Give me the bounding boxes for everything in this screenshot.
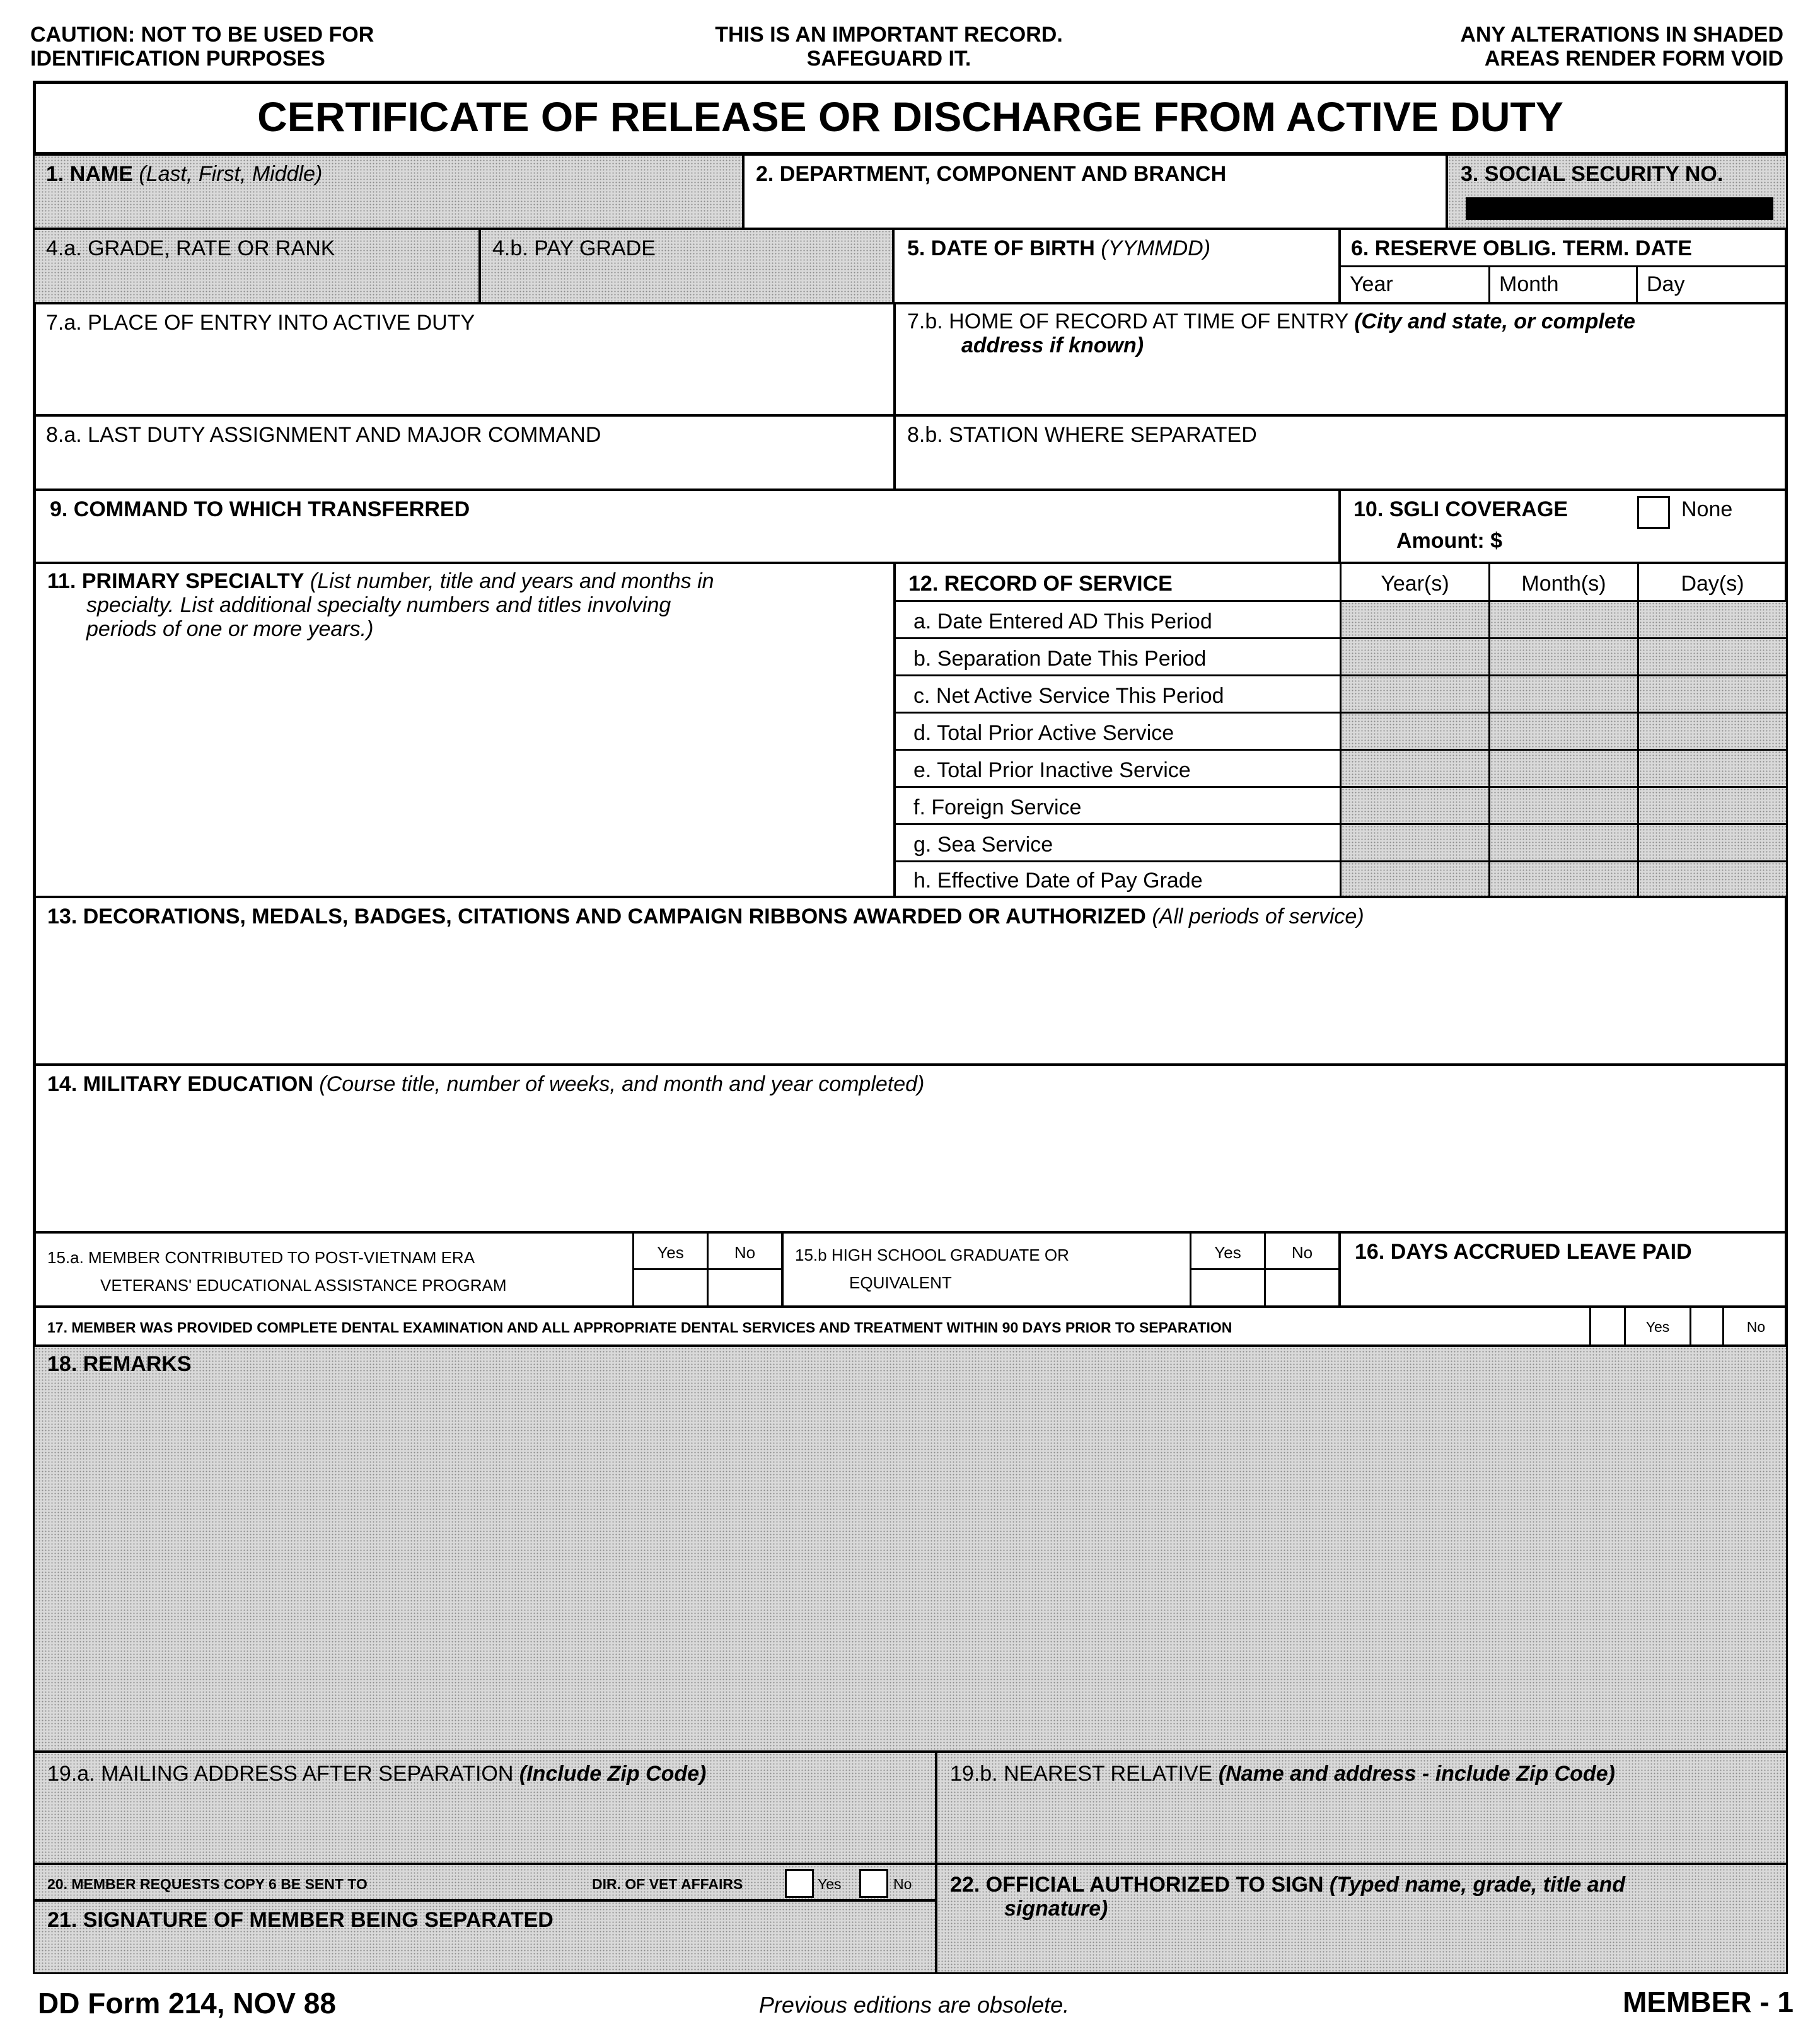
field-7a-place-of-entry[interactable]: [33, 303, 895, 416]
field-10-sgli: [1339, 489, 1788, 564]
field-19b-nearest-relative[interactable]: [936, 1751, 1788, 1865]
service-row-d-months[interactable]: [1488, 714, 1637, 749]
field-15b-yes-header: [1190, 1234, 1264, 1270]
field-17-no-box[interactable]: [1690, 1308, 1722, 1344]
field-11-note-3: periods of one or more years.): [86, 617, 374, 641]
service-row-b: [896, 639, 1786, 676]
field-11-note-2: specialty. List additional specialty numbers and titles involving: [86, 593, 671, 617]
field-20-label: 20. MEMBER REQUESTS COPY 6 BE SENT TO: [47, 1876, 368, 1892]
field-7b-home-of-record[interactable]: [894, 303, 1788, 416]
field-15a-yes-box[interactable]: [632, 1270, 707, 1305]
col-days-label: Day(s): [1681, 572, 1744, 596]
service-row-a-label: a. Date Entered AD This Period: [913, 610, 1212, 633]
field-19a-mailing-address[interactable]: [33, 1751, 937, 1865]
field-22-label: 22. OFFICIAL AUTHORIZED TO SIGN: [950, 1873, 1324, 1897]
field-20-copy-request: [33, 1863, 937, 1901]
service-row-g-days[interactable]: [1637, 825, 1786, 860]
sgli-amount-label: Amount: $: [1396, 529, 1503, 553]
service-row-b-years[interactable]: [1340, 639, 1488, 674]
service-row-f: [896, 788, 1786, 825]
important-line-2: SAFEGUARD IT.: [806, 47, 971, 71]
service-row-d-years[interactable]: [1340, 714, 1488, 749]
field-17-options: [1589, 1308, 1786, 1344]
field-6-subrow: [1341, 265, 1786, 302]
caution-notice: [30, 23, 374, 71]
service-row-b-label: b. Separation Date This Period: [913, 647, 1207, 671]
field-3-ssn[interactable]: [1446, 154, 1788, 229]
field-6-year-label: Year: [1350, 272, 1393, 296]
service-row-d-label: d. Total Prior Active Service: [913, 721, 1174, 745]
service-row-h-months[interactable]: [1488, 862, 1637, 896]
field-12-record-of-service: [894, 562, 1788, 898]
field-4b-pay-grade[interactable]: [479, 228, 894, 304]
field-6-month-label: Month: [1499, 272, 1559, 296]
service-row-b-months[interactable]: [1488, 639, 1637, 674]
sgli-none-label: None: [1681, 497, 1733, 521]
field-17-no-cell: [1722, 1308, 1788, 1344]
field-4b-label: 4.b. PAY GRADE: [492, 236, 656, 260]
col-months-header: [1488, 564, 1637, 600]
field-10-label: 10. SGLI COVERAGE: [1353, 497, 1568, 521]
sgli-none-checkbox[interactable]: [1637, 496, 1670, 529]
field-9-command-transferred[interactable]: [33, 489, 1340, 564]
field-6-month[interactable]: [1488, 267, 1636, 302]
field-1-label: 1. NAME: [46, 162, 133, 186]
field-1-note: (Last, First, Middle): [139, 162, 323, 186]
field-13-note: (All periods of service): [1152, 905, 1364, 928]
field-11-label: 11. PRIMARY SPECIALTY: [47, 569, 304, 593]
field-15b-no-box[interactable]: [1264, 1270, 1338, 1305]
service-row-g-label: g. Sea Service: [913, 833, 1053, 857]
field-15a-options: [632, 1234, 781, 1305]
col-months-label: Month(s): [1521, 572, 1606, 596]
service-row-a: [896, 602, 1786, 639]
field-6-label: 6. RESERVE OBLIG. TERM. DATE: [1351, 236, 1692, 260]
field-4a-grade[interactable]: [33, 228, 480, 304]
service-row-h-label: h. Effective Date of Pay Grade: [913, 869, 1203, 893]
field-15a-yes-header: [632, 1234, 707, 1270]
service-row-f-days[interactable]: [1637, 788, 1786, 823]
service-row-c-years[interactable]: [1340, 676, 1488, 712]
field-17-dental: [33, 1306, 1788, 1346]
field-15a-no-label: No: [734, 1243, 756, 1262]
field-2-department[interactable]: [743, 154, 1447, 229]
field-11-note-1: (List number, title and years and months in: [310, 569, 714, 593]
field-15a-line-2: VETERANS' EDUCATIONAL ASSISTANCE PROGRAM: [100, 1276, 507, 1295]
field-15b-high-school: [782, 1232, 1340, 1307]
service-row-h-years[interactable]: [1340, 862, 1488, 896]
service-row-d: [896, 714, 1786, 751]
service-row-g-years[interactable]: [1340, 825, 1488, 860]
service-row-f-years[interactable]: [1340, 788, 1488, 823]
field-7b-note-2: address if known): [961, 333, 1144, 357]
field-15a-line-1: 15.a. MEMBER CONTRIBUTED TO POST-VIETNAM ERA: [47, 1248, 475, 1267]
service-row-f-label: f. Foreign Service: [913, 795, 1082, 819]
field-19a-note: (Include Zip Code): [519, 1762, 707, 1786]
service-row-b-days[interactable]: [1637, 639, 1786, 674]
field-8a-last-duty[interactable]: [33, 415, 895, 490]
field-22-note-2: signature): [1004, 1897, 1108, 1921]
field-14-note: (Course title, number of weeks, and month and year completed): [319, 1072, 925, 1096]
field-15b-options: [1190, 1234, 1338, 1305]
service-row-c-label: c. Net Active Service This Period: [913, 684, 1224, 708]
field-17-no-label: No: [1746, 1319, 1766, 1335]
caution-line-2: IDENTIFICATION PURPOSES: [30, 47, 325, 71]
service-row-h: [896, 862, 1786, 896]
service-row-c-days[interactable]: [1637, 676, 1786, 712]
field-16-days-leave[interactable]: [1339, 1232, 1788, 1307]
field-6-year[interactable]: [1341, 267, 1488, 302]
copy-designation: MEMBER - 1: [1623, 1986, 1794, 2018]
field-21-label: 21. SIGNATURE OF MEMBER BEING SEPARATED: [47, 1908, 554, 1932]
field-21-signature[interactable]: [33, 1900, 937, 1974]
col-years-header: [1340, 564, 1488, 600]
field-22-note: (Typed name, grade, title and: [1329, 1873, 1626, 1897]
service-row-c-months[interactable]: [1488, 676, 1637, 712]
service-row-a-days[interactable]: [1637, 602, 1786, 637]
field-11-primary-specialty[interactable]: [33, 562, 895, 898]
field-20-no-box[interactable]: [859, 1869, 888, 1898]
field-20-yes-label: Yes: [818, 1876, 842, 1892]
field-14-military-education[interactable]: [33, 1064, 1788, 1233]
caution-line-1: CAUTION: NOT TO BE USED FOR: [30, 23, 374, 47]
service-row-f-months[interactable]: [1488, 788, 1637, 823]
field-18-remarks[interactable]: [33, 1345, 1788, 1752]
field-6-reserve-date: [1339, 228, 1788, 304]
field-13-decorations[interactable]: [33, 896, 1788, 1065]
field-15b-line-2: EQUIVALENT: [849, 1273, 952, 1292]
field-5-note: (YYMMDD): [1101, 236, 1211, 260]
field-17-label: 17. MEMBER WAS PROVIDED COMPLETE DENTAL EXAMINATION AND ALL APPROPRIATE DENTAL SERVICES AND TREATMENT WITHIN 90 DAYS PRIOR TO SEPARATION: [47, 1319, 1232, 1336]
field-15a-yes-label: Yes: [657, 1243, 684, 1262]
field-22-official[interactable]: [936, 1863, 1788, 1974]
service-row-e: [896, 751, 1786, 788]
field-15b-no-label: No: [1291, 1243, 1313, 1262]
field-13-label: 13. DECORATIONS, MEDALS, BADGES, CITATIONS AND CAMPAIGN RIBBONS AWARDED OR AUTHORIZED: [47, 905, 1146, 928]
field-20-options: [785, 1865, 935, 1899]
field-19a-label: 19.a. MAILING ADDRESS AFTER SEPARATION: [47, 1762, 514, 1786]
field-15a-veap: [33, 1232, 783, 1307]
service-row-a-years[interactable]: [1340, 602, 1488, 637]
obsolete-notice: Previous editions are obsolete.: [758, 1992, 1070, 2018]
field-15a-no-box[interactable]: [707, 1270, 781, 1305]
field-12-label: 12. RECORD OF SERVICE: [908, 572, 1173, 596]
col-days-header: [1637, 564, 1786, 600]
field-3-label: 3. SOCIAL SECURITY NO.: [1461, 162, 1724, 186]
field-17-yes-cell: [1624, 1308, 1690, 1344]
field-16-label: 16. DAYS ACCRUED LEAVE PAID: [1355, 1240, 1692, 1264]
field-6-day[interactable]: [1636, 267, 1786, 302]
form-number: DD Form 214, NOV 88: [38, 1987, 336, 2020]
alter-line-2: AREAS RENDER FORM VOID: [1484, 47, 1783, 71]
field-17-yes-label: Yes: [1645, 1319, 1670, 1335]
service-row-e-label: e. Total Prior Inactive Service: [913, 758, 1191, 782]
service-row-e-months[interactable]: [1488, 751, 1637, 786]
field-6-day-label: Day: [1647, 272, 1685, 296]
service-row-e-years[interactable]: [1340, 751, 1488, 786]
service-row-g-months[interactable]: [1488, 825, 1637, 860]
field-15b-yes-box[interactable]: [1190, 1270, 1264, 1305]
service-header-row: [896, 564, 1786, 602]
service-row-g: [896, 825, 1786, 862]
col-years-label: Year(s): [1381, 572, 1449, 596]
service-row-d-days[interactable]: [1637, 714, 1786, 749]
field-2-label: 2. DEPARTMENT, COMPONENT AND BRANCH: [756, 162, 1227, 186]
field-15b-yes-label: Yes: [1214, 1243, 1241, 1262]
service-row-h-days[interactable]: [1637, 862, 1786, 896]
field-1-name[interactable]: [33, 154, 744, 229]
field-8b-station[interactable]: [894, 415, 1788, 490]
form-title: CERTIFICATE OF RELEASE OR DISCHARGE FROM ACTIVE DUTY: [257, 93, 1563, 140]
field-17-yes-box[interactable]: [1591, 1308, 1624, 1344]
field-5-date-of-birth[interactable]: [893, 228, 1340, 304]
field-7b-note: (City and state, or complete: [1354, 309, 1635, 333]
title-bar: [33, 81, 1788, 155]
field-8b-label: 8.b. STATION WHERE SEPARATED: [907, 423, 1257, 447]
field-20-yes-box[interactable]: [785, 1869, 814, 1898]
field-15b-no-header: [1264, 1234, 1338, 1270]
field-4a-label: 4.a. GRADE, RATE OR RANK: [46, 236, 335, 260]
important-record-notice: [630, 23, 1147, 71]
field-15a-no-header: [707, 1234, 781, 1270]
field-7b-label: 7.b. HOME OF RECORD AT TIME OF ENTRY: [907, 309, 1348, 333]
ssn-redaction-bar: [1466, 197, 1773, 220]
field-20-dir-label: DIR. OF VET AFFAIRS: [592, 1876, 743, 1892]
field-5-label: 5. DATE OF BIRTH: [907, 236, 1095, 260]
field-9-label: 9. COMMAND TO WHICH TRANSFERRED: [50, 497, 470, 521]
alter-line-1: ANY ALTERATIONS IN SHADED: [1460, 23, 1783, 47]
field-14-label: 14. MILITARY EDUCATION: [47, 1072, 313, 1096]
field-8a-label: 8.a. LAST DUTY ASSIGNMENT AND MAJOR COMMAND: [46, 423, 601, 447]
field-7a-label: 7.a. PLACE OF ENTRY INTO ACTIVE DUTY: [46, 311, 475, 335]
field-15b-line-1: 15.b HIGH SCHOOL GRADUATE OR: [795, 1246, 1069, 1264]
service-row-a-months[interactable]: [1488, 602, 1637, 637]
important-line-1: THIS IS AN IMPORTANT RECORD.: [715, 23, 1063, 47]
field-19b-note: (Name and address - include Zip Code): [1218, 1762, 1615, 1786]
service-row-c: [896, 676, 1786, 714]
field-18-label: 18. REMARKS: [47, 1352, 192, 1376]
alteration-notice: [1460, 23, 1783, 71]
field-20-no-label: No: [893, 1876, 912, 1892]
service-row-e-days[interactable]: [1637, 751, 1786, 786]
field-19b-label: 19.b. NEAREST RELATIVE: [950, 1762, 1213, 1786]
